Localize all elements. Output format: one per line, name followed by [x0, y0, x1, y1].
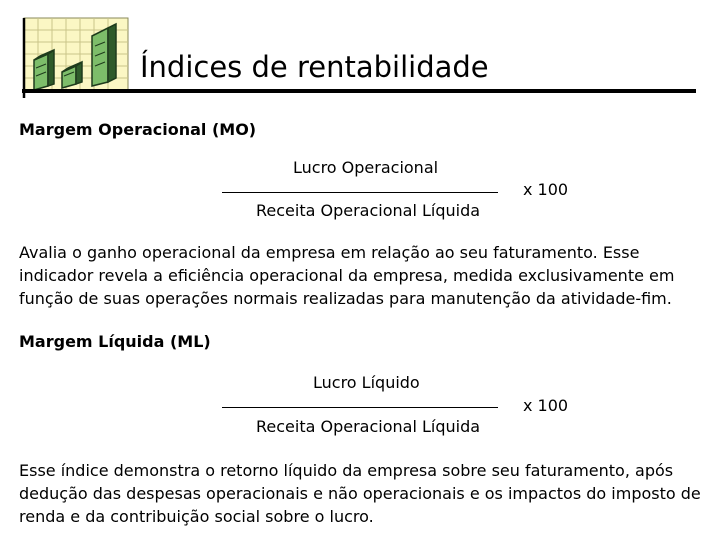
- bar-chart-clipart-icon: [18, 14, 138, 100]
- section-description: Esse índice demonstra o retorno líquido da empresa sobre seu faturamento, após dedução das despesas operacionais e não operacionais e os impactos do imposto de renda e da contribuição social sobre o lucro.: [19, 461, 701, 526]
- formula-numerator: Lucro Operacional: [293, 158, 439, 177]
- formula-multiplier: x 100: [523, 180, 569, 199]
- section-heading-margem-operacional: Margem Operacional (MO): [19, 120, 257, 139]
- formula-denominator: Receita Operacional Líquida: [256, 201, 481, 220]
- section-description: Avalia o ganho operacional da empresa em relação ao seu faturamento. Esse indicador revela a eficiência operacional da empresa, medida exclusivamente em função de suas operações normais realizadas para manutenção da atividade-fim.: [19, 243, 675, 308]
- title-underline: [22, 89, 696, 93]
- formula-multiplier: x 100: [523, 396, 569, 415]
- formula-numerator: Lucro Líquido: [313, 373, 420, 392]
- section-heading-margem-liquida: Margem Líquida (ML): [19, 332, 211, 351]
- page-title: Índices de rentabilidade: [140, 50, 489, 84]
- formula-denominator: Receita Operacional Líquida: [256, 417, 481, 436]
- fraction-line: [222, 407, 498, 408]
- fraction-line: [222, 192, 498, 193]
